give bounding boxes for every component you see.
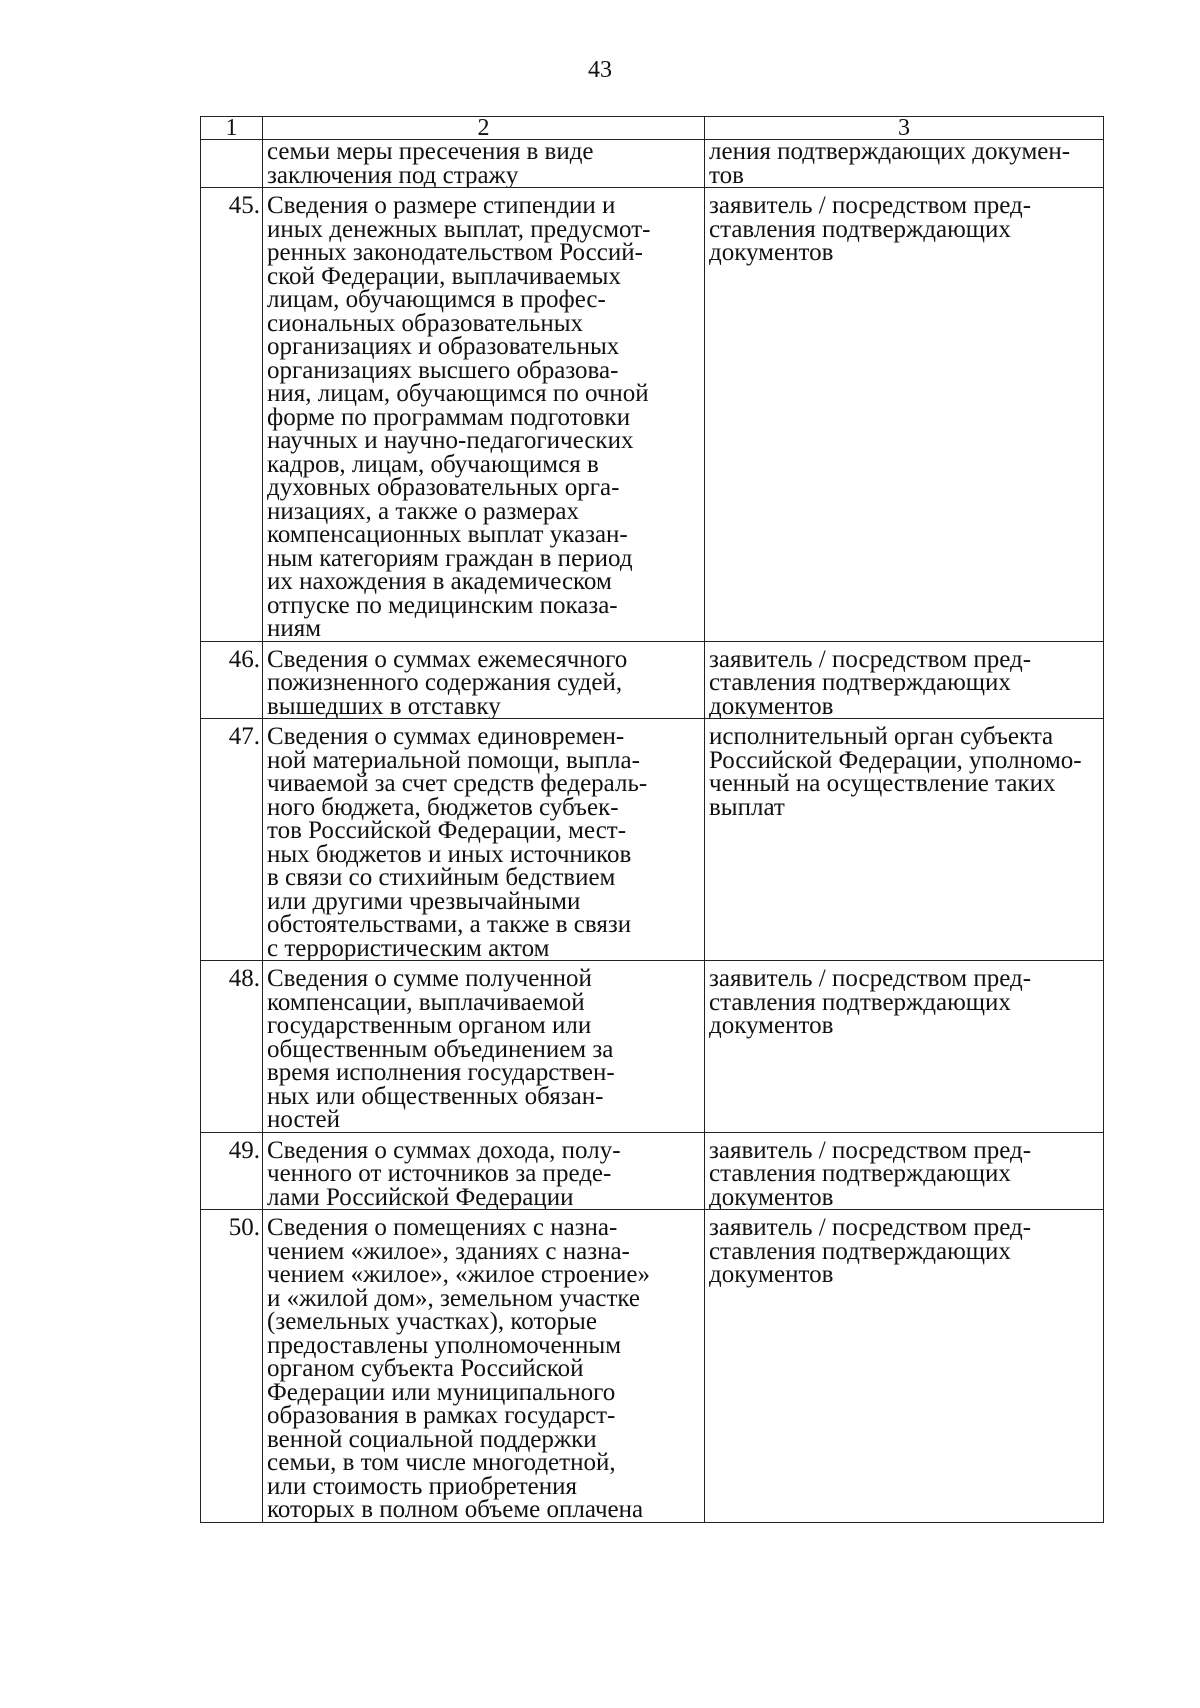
source-line: документов — [709, 1261, 834, 1288]
description-line: семьи, в том числе многодетной, — [267, 1449, 616, 1476]
description-line: ного бюджета, бюджетов субъек- — [267, 793, 619, 821]
table-row — [201, 1210, 1104, 1523]
row-number: 47. — [201, 719, 263, 961]
row-source — [705, 719, 1104, 961]
description-line: заключения под стражу — [267, 161, 519, 188]
source-line: заявитель / посредством пред- — [709, 965, 1032, 992]
row-source — [705, 140, 1104, 188]
table-row — [201, 641, 1104, 719]
description-line: Сведения о суммах единовремен- — [267, 723, 625, 750]
description-line: иных денежных выплат, предусмот- — [267, 215, 651, 243]
row-description — [263, 188, 705, 642]
source-line: заявитель / посредством пред- — [709, 1136, 1032, 1164]
row-number: 49. — [201, 1132, 263, 1210]
row-number: 45. — [201, 188, 263, 642]
description-line: Федерации или муниципального — [267, 1378, 616, 1406]
row-number — [201, 140, 263, 188]
source-line: заявитель / посредством пред- — [709, 192, 1032, 219]
description-line: вышедших в отставку — [267, 692, 501, 719]
description-line: чением «жилое», «жилое строение» — [267, 1261, 650, 1288]
description-line: предоставлены уполномоченным — [267, 1331, 622, 1359]
table-body — [201, 140, 1104, 1523]
description-line: образования в рамках государст- — [267, 1402, 616, 1429]
column-header-1: 1 — [201, 117, 263, 140]
description-line: с террористическим актом — [267, 934, 550, 961]
description-line: кадров, лицам, обучающимся в — [267, 450, 599, 478]
description-line: ренных законодательством Россий- — [267, 239, 643, 266]
row-description — [263, 1210, 705, 1523]
description-line: чением «жилое», зданиях с назна- — [267, 1237, 630, 1265]
source-line: ченный на осуществление таких — [709, 770, 1056, 797]
source-line: ставления подтверждающих — [709, 215, 1011, 243]
description-line: или другими чрезвычайными — [267, 887, 581, 915]
description-line: или стоимость приобретения — [267, 1472, 578, 1500]
description-line: компенсационных выплат указан- — [267, 521, 628, 548]
description-line: ния, лицам, обучающимся по очной — [267, 380, 649, 407]
description-line: ных бюджетов и иных источников — [267, 840, 632, 868]
source-line: Российской Федерации, уполномо- — [709, 746, 1082, 774]
source-line: тов — [709, 161, 744, 188]
description-line: общественным объединением за — [267, 1035, 614, 1063]
description-line: обстоятельствами, а также в связи — [267, 911, 632, 938]
description-line: в связи со стихийным бедствием — [267, 864, 616, 891]
column-header-2: 2 — [263, 117, 705, 140]
description-line: ностей — [267, 1106, 340, 1132]
description-line: ным категориям граждан в период — [267, 544, 633, 572]
description-line: органом субъекта Российской — [267, 1355, 584, 1382]
description-line: чиваемой за счет средств федераль- — [267, 770, 648, 797]
description-line: венной социальной поддержки — [267, 1425, 597, 1453]
description-line: пожизненного содержания судей, — [267, 669, 623, 696]
source-line: документов — [709, 1012, 834, 1039]
column-header-3: 3 — [705, 117, 1104, 140]
description-line: Сведения о суммах дохода, полу- — [267, 1136, 621, 1164]
description-line: научных и научно-педагогических — [267, 427, 634, 454]
description-line: тов Российской Федерации, мест- — [267, 817, 627, 844]
row-number: 46. — [201, 641, 263, 719]
row-description — [263, 641, 705, 719]
source-line: заявитель / посредством пред- — [709, 1214, 1032, 1241]
table-row — [201, 961, 1104, 1133]
row-description — [263, 1132, 705, 1210]
table-row — [201, 1132, 1104, 1210]
table-row — [201, 140, 1104, 188]
source-line: ставления подтверждающих — [709, 1237, 1011, 1265]
description-line: (земельных участках), которые — [267, 1308, 597, 1335]
source-line: выплат — [709, 793, 785, 821]
description-line: их нахождения в академическом — [267, 568, 612, 595]
description-line: лицам, обучающимся в профес- — [267, 286, 606, 313]
description-line: Сведения о суммах ежемесячного — [267, 645, 628, 673]
page-number: 43 — [588, 57, 612, 83]
description-line: ных или общественных обязан- — [267, 1082, 604, 1110]
source-line: заявитель / посредством пред- — [709, 645, 1032, 673]
source-line: исполнительный орган субъекта — [709, 723, 1054, 750]
description-line: время исполнения государствен- — [267, 1059, 615, 1086]
row-number: 50. — [201, 1210, 263, 1523]
row-source — [705, 1132, 1104, 1210]
description-line: организациях высшего образова- — [267, 356, 619, 384]
document-table — [200, 116, 1104, 1523]
row-source — [705, 641, 1104, 719]
description-line: низациях, а также о размерах — [267, 497, 579, 525]
table-row — [201, 719, 1104, 961]
description-line: духовных образовательных орга- — [267, 474, 620, 501]
description-line: компенсации, выплачиваемой — [267, 988, 585, 1016]
description-line: Сведения о помещениях с назна- — [267, 1214, 618, 1241]
description-line: лами Российской Федерации — [267, 1183, 574, 1210]
table-row — [201, 188, 1104, 642]
description-line: которых в полном объеме оплачена — [267, 1496, 644, 1522]
description-line: семьи меры пресечения в виде — [267, 139, 594, 165]
row-description — [263, 719, 705, 961]
row-source — [705, 961, 1104, 1133]
row-description — [263, 961, 705, 1133]
description-line: ской Федерации, выплачиваемых — [267, 262, 621, 290]
table-header-row — [201, 117, 1104, 140]
row-number: 48. — [201, 961, 263, 1133]
description-line: сиональных образовательных — [267, 309, 584, 337]
source-line: ставления подтверждающих — [709, 988, 1011, 1016]
description-line: организациях и образовательных — [267, 333, 620, 360]
description-line: Сведения о сумме полученной — [267, 965, 592, 992]
description-line: ниям — [267, 615, 322, 641]
row-description — [263, 140, 705, 188]
description-line: и «жилой дом», земельном участке — [267, 1284, 640, 1312]
source-line: документов — [709, 239, 834, 266]
description-line: ной материальной помощи, выпла- — [267, 746, 640, 774]
description-line: форме по программам подготовки — [267, 403, 631, 431]
description-line: отпуске по медицинским показа- — [267, 591, 618, 619]
source-line: ставления подтверждающих — [709, 669, 1011, 696]
description-line: ченного от источников за преде- — [267, 1160, 612, 1187]
description-line: Сведения о размере стипендии и — [267, 192, 616, 219]
source-line: документов — [709, 1183, 834, 1210]
row-source — [705, 188, 1104, 642]
row-source — [705, 1210, 1104, 1523]
source-line: ставления подтверждающих — [709, 1160, 1011, 1187]
description-line: государственным органом или — [267, 1012, 592, 1039]
source-line: ления подтверждающих докумен- — [709, 139, 1071, 165]
source-line: документов — [709, 692, 834, 719]
